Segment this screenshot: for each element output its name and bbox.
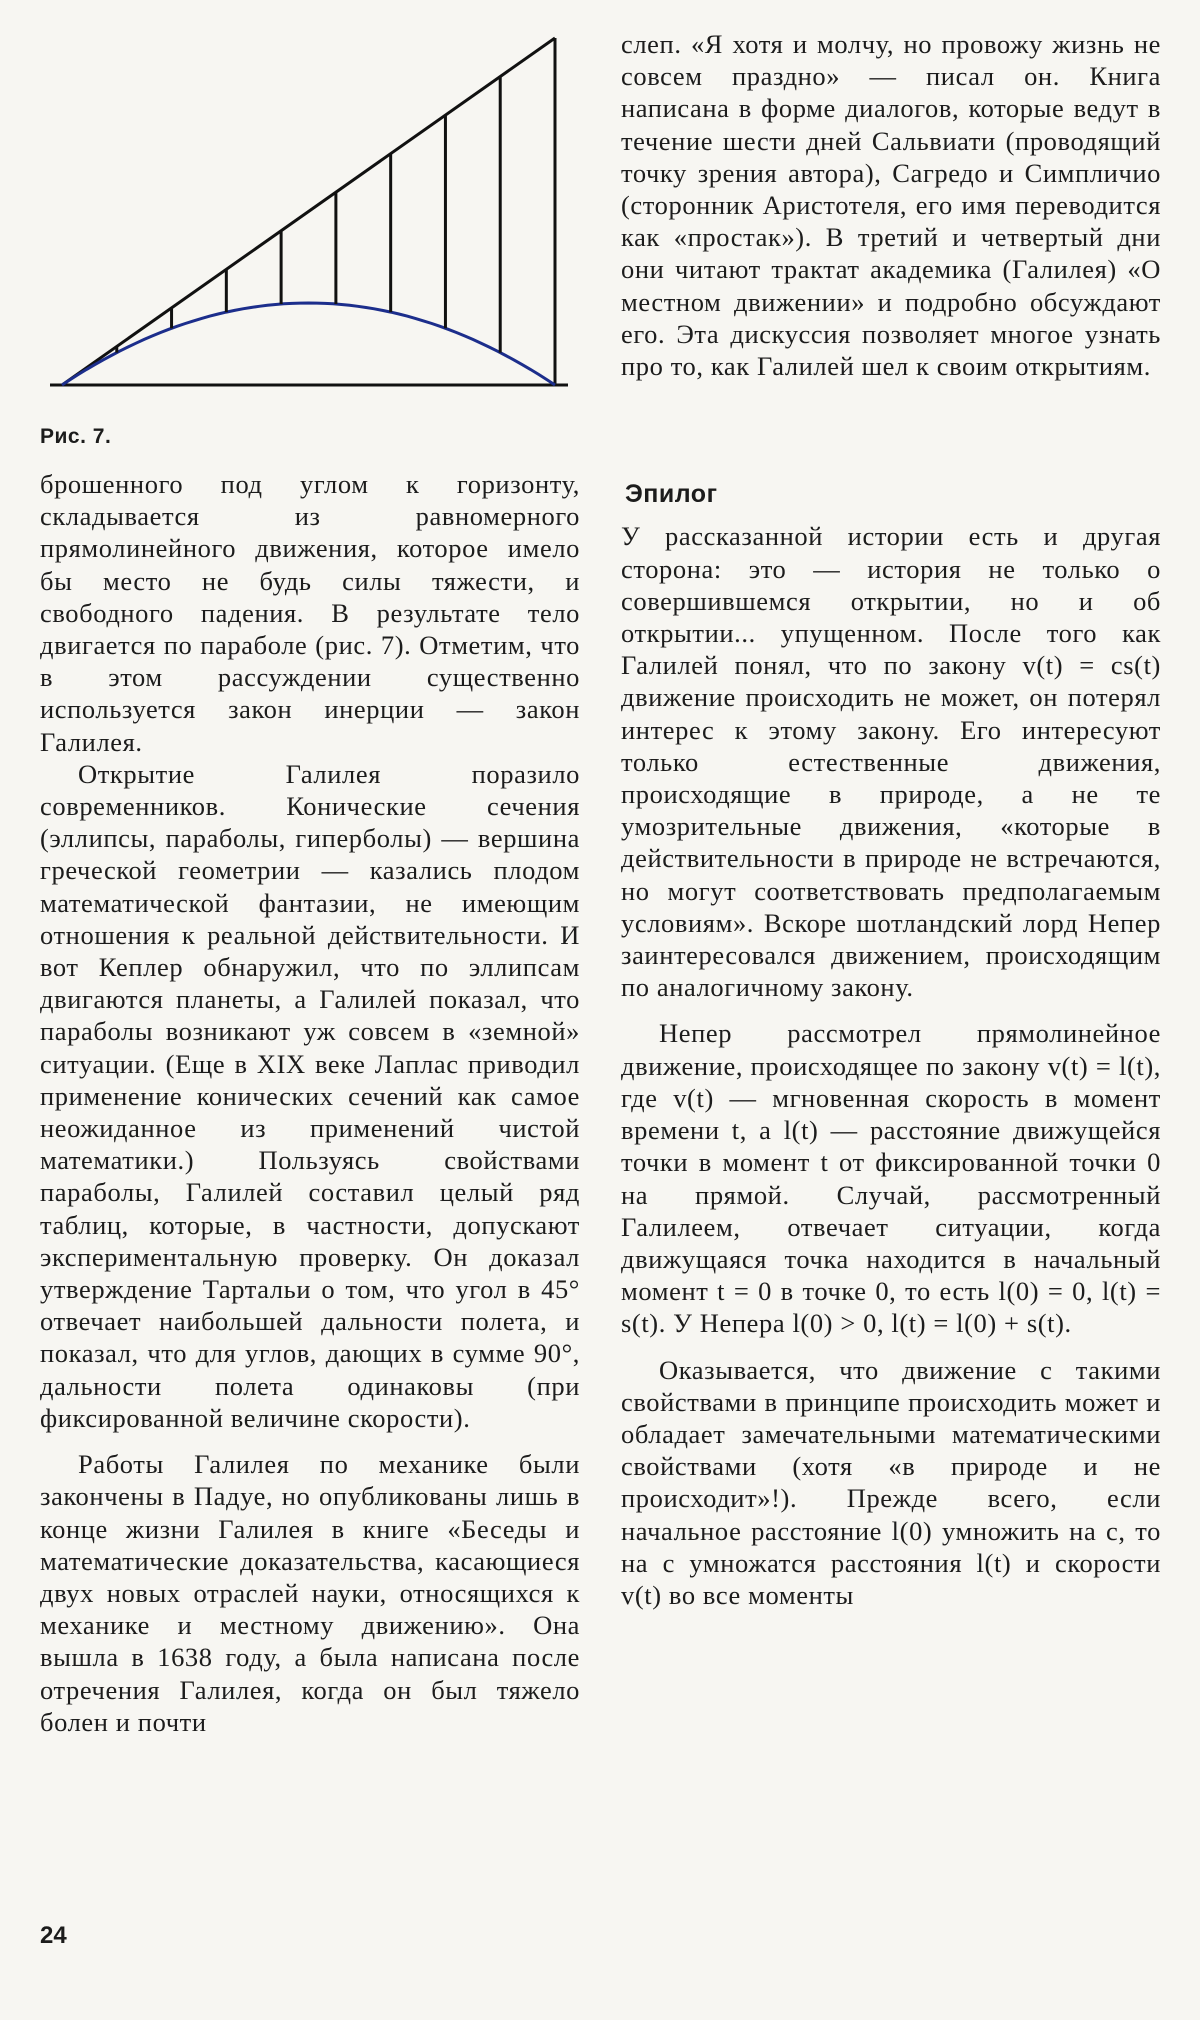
left-column — [40, 468, 580, 1738]
paragraph: У рассказанной истории есть и другая сторона: это — история не только о совершившемся открытии, но и об открытии... упущенном. После того как Галилей понял, что по закону v(t) = cs(t) движение происходить не может, он потерял интерес к этому закону. Его интересуют только естественные движения, происходящие в природе, а не те умозрительные движения, «которые в действительности в природе не встречаются, но могут соответствовать предполагаемым условиям». Вскоре шотландский лорд Непер заинтересовался движением, происходящим по аналогичному закону. — [621, 521, 1161, 1003]
paragraph: Открытие Галилея поразило современников. Конические сечения (эллипсы, параболы, гиперболы) — вершина греческой геометрии — казались плодом математической фантазии, не имеющим отношения к реальной действительности. И вот Кеплер обнаружил, что по эллипсам двигаются планеты, а Галилей показал, что параболы возникают уж совсем в «земной» ситуации. (Еще в XIX веке Лаплас приводил применение конических сечений как самое неожиданное из применений чистой математики.) Пользуясь свойствами параболы, Галилей составил целый ряд таблиц, которые, в частности, допускают экспериментальную проверку. Он доказал утверждение Тартальи о том, что угол в 45° отвечает наибольшей дальности полета, и показал, что для углов, дающих в сумме 90°, дальности полета одинаковы (при фиксированной величине скорости). — [40, 758, 580, 1433]
hypotenuse — [62, 38, 555, 385]
paragraph: Работы Галилея по механике были закончены в Падуе, но опубликованы лишь в конце жизни Галилея в книге «Беседы и математические доказательства, касающиеся двух новых отраслей науки, относящихся к механике и местному движению». Она вышла в 1638 году, а была написана после отречения Галилея, когда он был тяжело болен и почти — [40, 1449, 580, 1737]
parabola-curve — [62, 303, 555, 385]
figure-7 — [50, 30, 570, 400]
section-title: Эпилог — [625, 480, 718, 509]
paragraph: брошенного под углом к горизонту, складывается из равномерного прямолинейного движения, которое имело бы место не будь силы тяжести, и свободного падения. В результате тело двигается по параболе (рис. 7). Отметим, что в этом рассуждении существенно используется закон инерции — закон Галилея. — [40, 469, 580, 757]
parabola-diagram — [50, 30, 570, 400]
page-number: 24 — [40, 1922, 67, 1949]
right-column — [621, 28, 1161, 1611]
paragraph: Оказывается, что движение с такими свойствами в принципе происходить может и обладает замечательными математическими свойствами (хотя «в природе и не происходит»!). Прежде всего, если начальное расстояние l(0) умножить на c, то на c умножатся расстояния l(t) и скорости v(t) во все моменты — [621, 1354, 1161, 1610]
paragraph: Непер рассмотрел прямолинейное движение, происходящее по закону v(t) = l(t), где v(t) — мгновенная скорость в момент времени t, а l(t) — расстояние движущейся точки в момент t от фиксированной точки 0 на прямой. Случай, рассмотренный Галилеем, отвечает ситуации, когда движущаяся точка находится в начальный момент t = 0 в точке 0, то есть l(0) = 0, l(t) = s(t). У Непера l(0) > 0, l(t) = l(0) + s(t). — [621, 1018, 1161, 1339]
figure-caption: Рис. 7. — [40, 425, 112, 448]
paragraph: слеп. «Я хотя и молчу, но провожу жизнь не совсем праздно» — писал он. Книга написана в форме диалогов, которые ведут в течение шести дней Сальвиати (проводящий точку зрения автора), Сагредо и Симпличио (сторонник Аристотеля, его имя переводится как «простак»). В третий и четвертый дни они читают трактат академика (Галилея) «О местном движении» и подробно обсуждают его. Эта дискуссия позволяет многое узнать про то, как Галилей шел к своим открытиям. — [621, 29, 1161, 382]
